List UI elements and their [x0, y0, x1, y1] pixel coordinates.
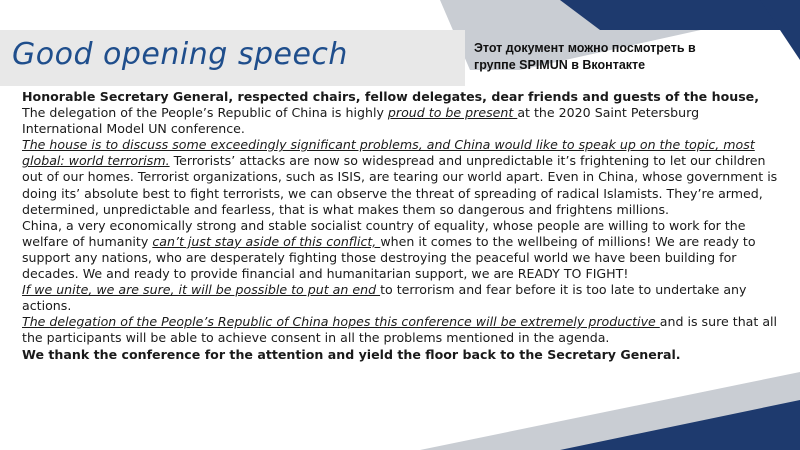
p1-text-a: The delegation of the People’s Republic of China is highly: [22, 105, 388, 121]
header-note: [474, 40, 774, 74]
p1-text-b: at the 2020 Saint Petersburg International Model UN conference.: [22, 105, 700, 137]
p3-text-b: when it comes to the wellbeing of millions! We are ready to support any nations, who are desperately fighting those destroying the peaceful world we have been building for decades. We and ready to provide financial and humanitarian support, we are READY TO FIGHT!: [22, 233, 756, 282]
speech-body: [22, 89, 782, 363]
speech-paragraph-3: [22, 218, 782, 282]
p2-emphasis: The house is to discuss some exceedingly significant problems, and China would like to speak up on the topic, most global: world terrorism.: [22, 137, 755, 169]
p3-emphasis: can’t just stay aside of this conflict,: [152, 233, 381, 249]
speech-paragraph-4: [22, 282, 782, 314]
header-note-line2: группе SPIMUN в Вконтакте: [474, 58, 646, 72]
p2-text: Terrorists’ attacks are now so widespread and unpredictable it’s frightening to let our children out of our homes. Terrorist organizations, such as ISIS, are tearing our world apart. Even in China, whose government is doing its’ absolute best to fight terrorists, we can observe the threat of spreading of radical Islamists. They’re armed, determined, unpredictable and fearless, that is what makes them so dangerous and frightens millions.: [22, 153, 778, 217]
p5-emphasis: The delegation of the People’s Republic of China hopes this conference will be extremely productive: [22, 314, 660, 330]
p3-text-a: China, a very economically strong and stable socialist country of equality, whose people are willing to work for the welfare of humanity: [22, 217, 746, 249]
p4-text: to terrorism and fear before it is too late to undertake any actions.: [22, 282, 747, 314]
speech-paragraph-2: [22, 137, 782, 217]
speech-greeting: Honorable Secretary General, respected chairs, fellow delegates, dear friends and guests of the house,: [22, 89, 760, 104]
header-note-line1: Этот документ можно посмотреть в: [474, 41, 696, 55]
p4-emphasis: If we unite, we are sure, it will be possible to put an end: [22, 282, 381, 298]
speech-closing: We thank the conference for the attention and yield the floor back to the Secretary General.: [22, 346, 681, 362]
speech-paragraph-5: [22, 314, 782, 346]
p5-text: and is sure that all the participants will be able to achieve consent in all the problems mentioned in the agenda.: [22, 314, 778, 346]
speech-paragraph-1: [22, 105, 782, 137]
page-title: Good opening speech: [12, 37, 348, 72]
p1-emphasis: proud to be present: [387, 105, 518, 121]
